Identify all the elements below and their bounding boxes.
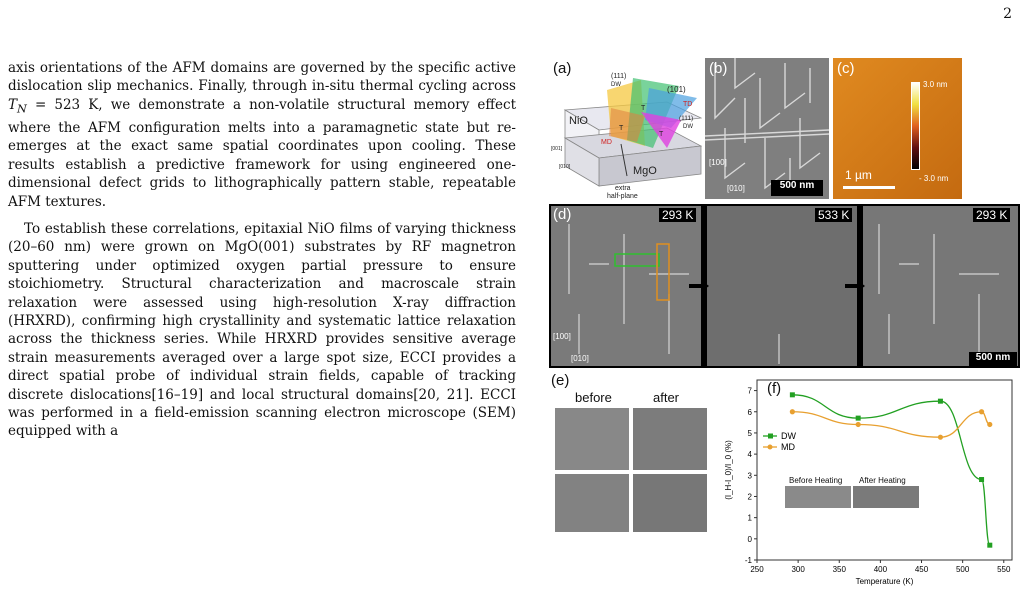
colorbar-bottom: - 3.0 nm xyxy=(919,174,949,183)
point-md-1 xyxy=(856,422,861,427)
point-md-3 xyxy=(979,409,984,414)
panel-d-label: (d) xyxy=(553,206,572,223)
y-tick-label-3: 2 xyxy=(747,492,752,502)
dw2-label: (111) xyxy=(679,115,694,122)
panel-f xyxy=(719,372,1020,588)
scale-bar-c xyxy=(843,186,895,189)
math-tn xyxy=(8,96,27,116)
y-tick-label-0: -1 xyxy=(744,556,752,565)
math-n-sub: N xyxy=(17,102,27,116)
para1-eq: = 523 K, xyxy=(26,96,103,113)
plot-frame xyxy=(757,380,1012,560)
temp-tag-2: 533 K xyxy=(815,208,852,222)
extra-label: extra xyxy=(615,185,631,192)
sem-image-d xyxy=(549,204,1020,368)
point-dw-1 xyxy=(856,416,861,421)
temp-tag-3: 293 K xyxy=(973,208,1010,222)
t2-label: T xyxy=(641,105,646,112)
after-image-2 xyxy=(633,474,707,532)
dw2-sub: DW xyxy=(683,124,693,130)
point-dw-4 xyxy=(987,543,992,548)
y-tick-label-2: 1 xyxy=(747,513,752,523)
x-tick-label-5: 500 xyxy=(955,565,970,574)
panel-e-label: (e) xyxy=(551,372,570,389)
mgo-label: MgO xyxy=(633,165,657,177)
x-tick-label-0: 250 xyxy=(750,565,764,574)
panel-a xyxy=(549,58,702,200)
td-label: TD xyxy=(683,101,693,108)
before-image-2 xyxy=(555,474,629,532)
figure xyxy=(549,58,1020,588)
dw1-label: (111) xyxy=(611,73,627,80)
x-tick-label-1: 300 xyxy=(791,565,805,574)
para1-lead: axis orientations of the AFM domains are governed by the specific active dislocation slip mechanics. Finally, through in-situ thermal cycling across xyxy=(8,60,516,95)
axis-010-label: [010] xyxy=(559,164,571,170)
scale-label-d: 500 nm xyxy=(975,352,1011,363)
para1-rest: we demonstrate a non-volatile structural memory effect where the AFM configuration melts into a paramagnetic state but re-emerges at the exact same spatial coordinates upon cooling. These results establish a predictive framework for using engineered one-dimensional defect grids to lithographically pattern stable, repeatable AFM textures. xyxy=(8,96,516,210)
axis-010-b: [010] xyxy=(727,184,745,193)
sem-image-b xyxy=(705,58,829,199)
axis-001-label: [001] xyxy=(551,146,563,152)
panel-c xyxy=(833,58,962,199)
paragraph-2: To establish these correlations, epitaxial NiO films of varying thickness (20–60 nm) were grown on MgO(001) substrates by RF magnetron sputtering under optimized oxygen partial pressure to ensure stoichiometry. Structural characterization and macroscale strain relaxation were assessed using high-resolution X-ray diffraction (HRXRD), confirming high crystallinity and systematic lattice relaxation across the thickness series. While HRXRD provides sensitive average strain measurements averaged over a large spot size, ECCI provides a direct spatial probe of individual strain fields, capable of tracking discrete dislocations[16–19] and local structural domains[20, 21]. ECCI was performed in a field-emission scanning electron microscope (SEM) equipped with a xyxy=(8,220,516,440)
x-tick-label-2: 350 xyxy=(832,565,846,574)
before-heating-image xyxy=(785,486,851,508)
point-dw-3 xyxy=(979,477,984,482)
nio-label: NiO xyxy=(569,115,588,127)
temp-tag-1: 293 K xyxy=(659,208,696,222)
scale-label-c: 1 µm xyxy=(845,168,872,182)
paragraph-1 xyxy=(8,59,516,211)
legend-marker-md xyxy=(768,445,773,450)
page-number: 2 xyxy=(1003,6,1012,22)
schematic-diagram xyxy=(549,58,702,200)
md-label: MD xyxy=(601,139,612,146)
series-line-md xyxy=(792,412,989,437)
scale-label-b: 500 nm xyxy=(779,180,815,191)
y-tick-label-7: 6 xyxy=(747,407,752,417)
scale-bar-b xyxy=(771,180,823,196)
after-heating-label: After Heating xyxy=(859,476,906,485)
axis-100-d: [100] xyxy=(553,332,571,341)
point-md-0 xyxy=(790,409,795,414)
axis-010-d: [010] xyxy=(571,354,589,363)
y-tick-label-1: 0 xyxy=(747,534,752,544)
panel-a-label: (a) xyxy=(553,60,572,77)
half-plane-label: half-plane xyxy=(607,193,638,200)
body-text xyxy=(8,59,516,441)
plane-101-label: (101) xyxy=(667,85,686,94)
point-dw-0 xyxy=(790,392,795,397)
x-tick-label-4: 450 xyxy=(914,565,929,574)
y-tick-label-4: 3 xyxy=(747,471,752,481)
point-md-4 xyxy=(987,422,992,427)
x-axis-label: Temperature (K) xyxy=(855,577,914,586)
before-image-1 xyxy=(555,408,629,470)
colorbar-top: 3.0 nm xyxy=(923,80,948,89)
legend-marker-dw xyxy=(768,434,773,439)
math-t: T xyxy=(8,96,18,113)
legend-label-dw: DW xyxy=(781,431,796,441)
y-tick-label-6: 5 xyxy=(747,428,752,438)
point-dw-2 xyxy=(938,399,943,404)
after-label: after xyxy=(653,390,680,405)
panel-b xyxy=(705,58,829,199)
x-tick-label-6: 550 xyxy=(997,565,1011,574)
panel-b-label: (b) xyxy=(709,60,728,77)
axis-100-b: [100] xyxy=(709,158,727,167)
dw1-sub: DW xyxy=(611,82,621,88)
x-tick-label-3: 400 xyxy=(873,565,888,574)
y-axis-label: (I_H-I_0)/I_0 (%) xyxy=(724,440,733,500)
panel-c-label: (c) xyxy=(837,60,855,77)
before-label: before xyxy=(575,390,612,405)
after-heating-image xyxy=(853,486,919,508)
panel-e xyxy=(549,372,714,532)
panel-d xyxy=(549,204,1020,368)
before-heating-label: Before Heating xyxy=(789,476,843,485)
scale-bar-d xyxy=(969,352,1017,366)
point-md-2 xyxy=(938,435,943,440)
t1-label: T xyxy=(619,125,624,132)
t3-label: T xyxy=(659,131,664,138)
y-tick-label-5: 4 xyxy=(747,450,752,460)
y-tick-label-8: 7 xyxy=(747,386,752,396)
panel-f-label: (f) xyxy=(767,380,782,397)
colorbar xyxy=(911,82,920,170)
legend-label-md: MD xyxy=(781,442,795,452)
after-image-1 xyxy=(633,408,707,470)
